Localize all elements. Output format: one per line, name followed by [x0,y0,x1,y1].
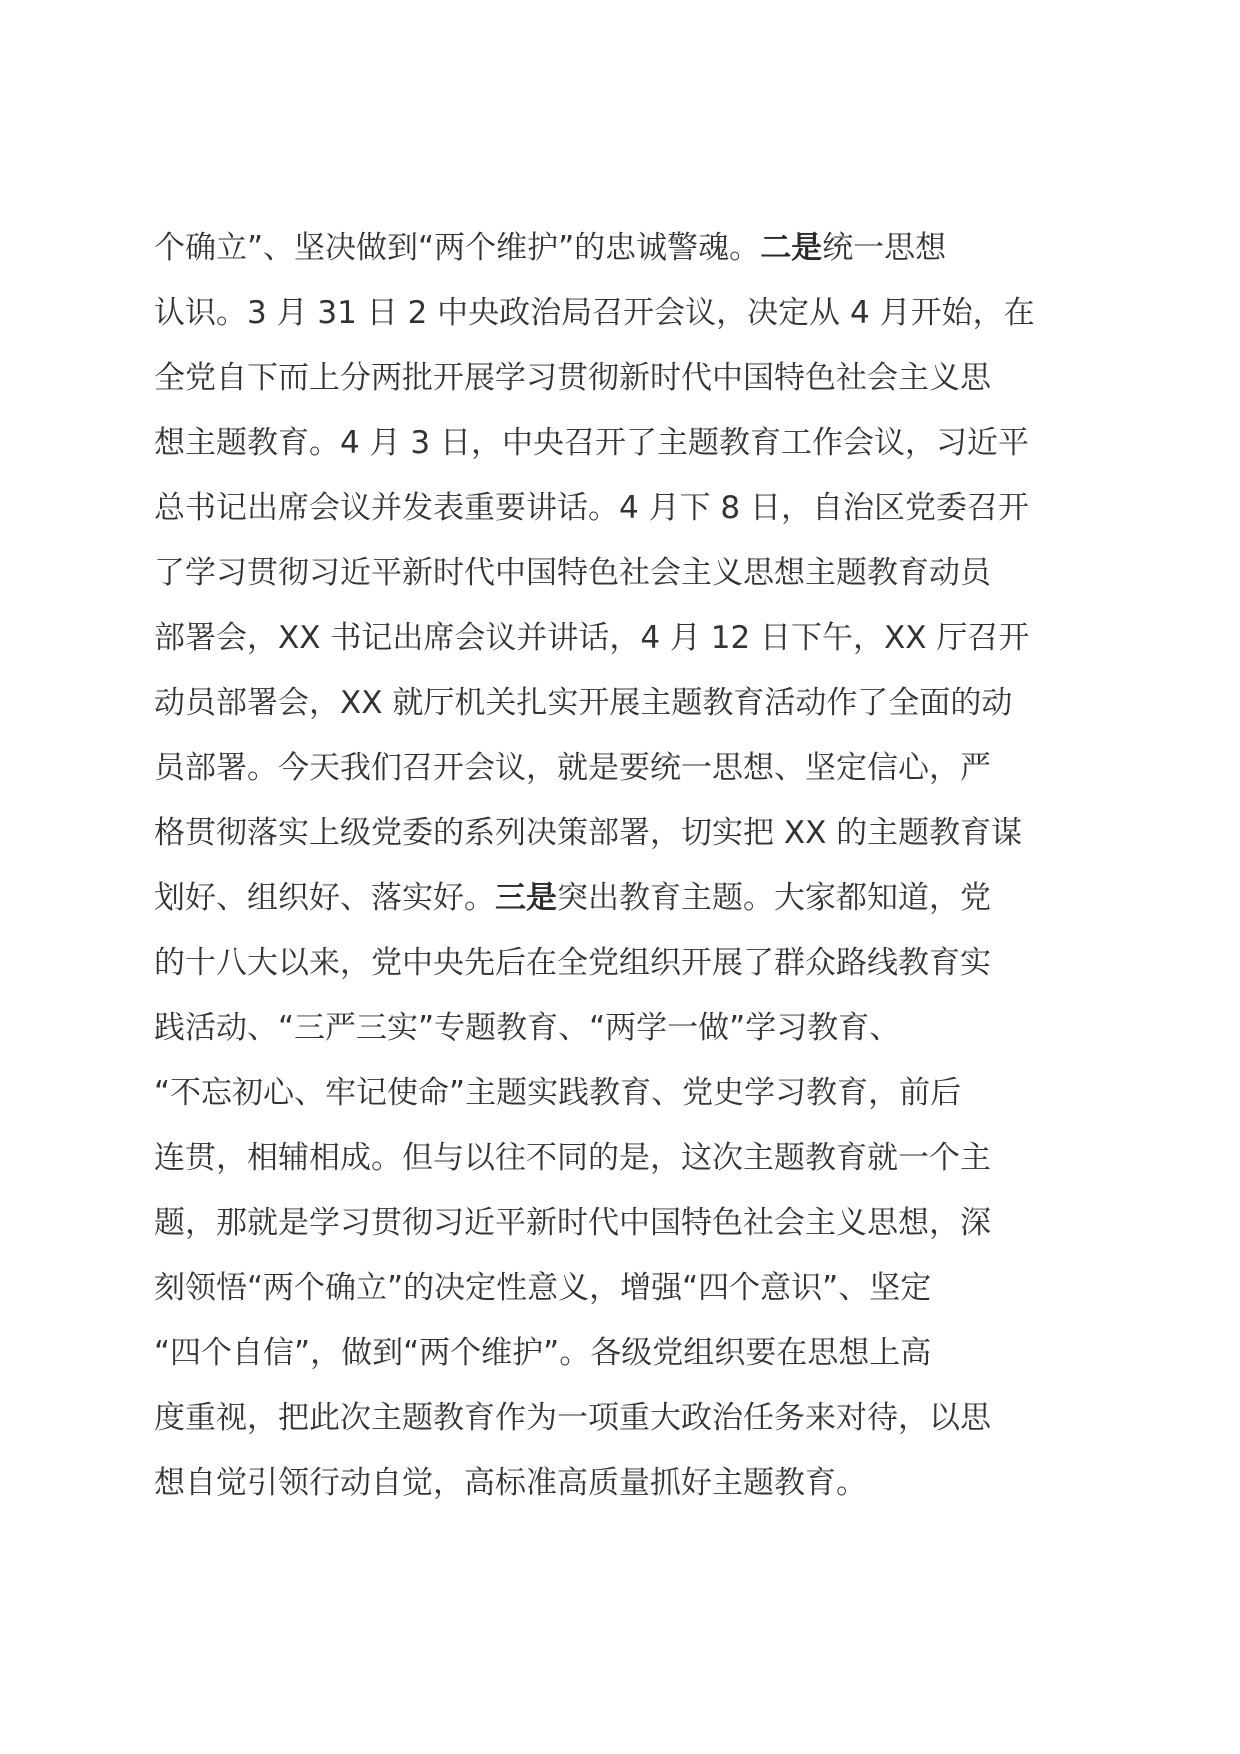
text-line: 部署会，XX 书记出席会议并讲话，4 月 12 日下午，XX 厅召开 [154,620,1030,656]
text-line: 题，那就是学习贯彻习近平新时代中国特色社会主义思想，深 [154,1205,991,1241]
body-paragraph [154,216,1104,1516]
text-line: 刻领悟“两个确立”的决定性意义，增强“四个意识”、坚定 [154,1270,932,1306]
text-line: “不忘初心、牢记使命”主题实践教育、党史学习教育，前后 [154,1075,962,1111]
text-line: 了学习贯彻习近平新时代中国特色社会主义思想主题教育动员 [154,555,991,591]
emphasis-heading: 二是 [760,230,823,266]
text-line: 员部署。今天我们召开会议，就是要统一思想、坚定信心，严 [154,750,991,786]
text-line: 认识。3 月 31 日 2 中央政治局召开会议，决定从 4 月开始，在 [154,295,1035,331]
text-line: 的十八大以来，党中央先后在全党组织开展了群众路线教育实 [154,945,991,981]
emphasis-heading: 三是 [495,880,557,916]
text-line: 想自觉引领行动自觉，高标准高质量抓好主题教育。 [154,1465,867,1501]
text-line: 想主题教育。4 月 3 日，中央召开了主题教育工作会议，习近平 [154,425,1030,461]
text-line: “四个自信”，做到“两个维护”。各级党组织要在思想上高 [154,1335,932,1371]
text-line: 动员部署会，XX 就厅机关扎实开展主题教育活动作了全面的动 [154,685,1013,721]
text-line: 个确立”、坚决做到“两个维护”的忠诚警魂。二是统一思想 [154,230,947,266]
text-line: 连贯，相辅相成。但与以往不同的是，这次主题教育就一个主 [154,1140,991,1176]
text-line: 总书记出席会议并发表重要讲话。4 月下 8 日，自治区党委召开 [154,490,1030,526]
text-line: 全党自下而上分两批开展学习贯彻新时代中国特色社会主义思 [154,360,991,396]
text-line: 践活动、“三严三实”专题教育、“两学一做”学习教育、 [154,1010,901,1046]
text-line: 度重视，把此次主题教育作为一项重大政治任务来对待，以思 [154,1400,991,1436]
text-line: 格贯彻落实上级党委的系列决策部署，切实把 XX 的主题教育谋 [154,815,1023,851]
text-line: 划好、组织好、落实好。三是突出教育主题。大家都知道，党 [154,880,991,916]
